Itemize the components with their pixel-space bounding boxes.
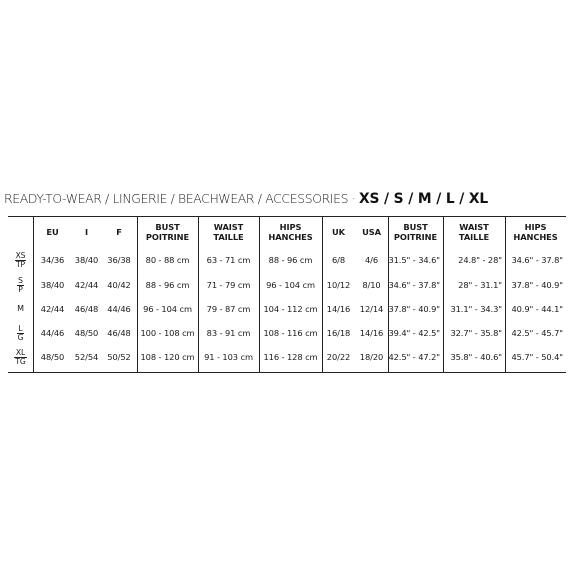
size-label <box>8 273 33 297</box>
size-label <box>8 248 33 272</box>
column-header-line1: F <box>116 227 122 237</box>
column-header <box>72 216 101 248</box>
size-label-bottom: TG <box>15 356 26 366</box>
size-chart-heading <box>4 189 488 209</box>
table-cell: 20/22 <box>326 352 351 362</box>
column-header <box>322 216 355 248</box>
table-cell: 45.7" - 50.4" <box>511 352 563 362</box>
table-cell: 16/18 <box>326 328 351 338</box>
table-cell: 34.6" - 37.8" <box>511 255 563 265</box>
table-cell: 32.7" - 35.8" <box>450 328 502 338</box>
column-header-line1: BUST <box>155 222 180 232</box>
column-header-line2: HANCHES <box>268 232 313 242</box>
column-header-line1: HIPS <box>524 222 547 232</box>
table-cell: 31.1" - 34.3" <box>450 304 502 314</box>
table-cell: 38/40 <box>40 280 65 290</box>
column-header-line1: EU <box>46 227 59 237</box>
size-label-bottom: P <box>18 284 23 294</box>
table-cell: 6/8 <box>331 255 346 265</box>
table-cell: 48/50 <box>40 352 65 362</box>
column-header <box>198 216 259 248</box>
size-label <box>8 345 33 369</box>
column-header <box>355 216 388 248</box>
column-header-line2: POITRINE <box>393 232 438 242</box>
column-header-line1: USA <box>362 227 381 237</box>
column-header <box>443 216 505 248</box>
table-cell: 18/20 <box>359 352 384 362</box>
column-header <box>137 216 198 248</box>
table-cell: 34/36 <box>40 255 65 265</box>
column-header <box>388 216 443 248</box>
table-cell: 44/46 <box>40 328 65 338</box>
table-cell: 46/48 <box>74 304 99 314</box>
table-cell: 108 - 120 cm <box>140 352 195 362</box>
table-cell: 91 - 103 cm <box>204 352 253 362</box>
column-header-line1: UK <box>332 227 345 237</box>
table-cell: 52/54 <box>74 352 99 362</box>
table-cell: 12/14 <box>359 304 384 314</box>
table-cell: 31.5" - 34.6" <box>388 255 440 265</box>
table-cell: 39.4" - 42.5" <box>388 328 440 338</box>
table-cell: 42/44 <box>40 304 65 314</box>
size-label-bottom: TP <box>15 259 26 269</box>
table-cell: 88 - 96 cm <box>145 280 190 290</box>
size-label-bottom: G <box>17 332 24 342</box>
column-header-line2: TAILLE <box>213 232 244 242</box>
table-cell: 96 - 104 cm <box>266 280 315 290</box>
table-cell: 42/44 <box>74 280 99 290</box>
column-header-line2: POITRINE <box>145 232 190 242</box>
table-cell: 100 - 108 cm <box>140 328 195 338</box>
table-cell: 42.5" - 47.2" <box>388 352 440 362</box>
size-label-top: S <box>18 275 23 285</box>
table-cell: 46/48 <box>107 328 131 338</box>
table-cell: 108 - 116 cm <box>263 328 318 338</box>
table-cell: 36/38 <box>107 255 131 265</box>
table-cell: 40/42 <box>107 280 131 290</box>
table-cell: 10/12 <box>326 280 351 290</box>
table-cell: 79 - 87 cm <box>206 304 251 314</box>
table-cell: 63 - 71 cm <box>206 255 251 265</box>
size-label-top: XS <box>15 250 26 260</box>
table-cell: 80 - 88 cm <box>145 255 190 265</box>
table-cell: 83 - 91 cm <box>206 328 251 338</box>
table-cell: 37.8" - 40.9" <box>388 304 440 314</box>
table-cell: 24.8" - 28" <box>458 255 502 265</box>
column-header-line1: BUST <box>403 222 428 232</box>
column-header <box>33 216 72 248</box>
column-header-line1: WAIST <box>213 222 244 232</box>
table-cell: 42.5" - 45.7" <box>511 328 563 338</box>
column-header-line1: I <box>85 227 88 237</box>
table-cell: 38/40 <box>74 255 99 265</box>
size-label <box>8 297 33 321</box>
table-bottom-rule <box>8 372 566 373</box>
size-label-top: XL <box>15 347 26 357</box>
table-cell: 35.8" - 40.6" <box>450 352 502 362</box>
column-header-line1: WAIST <box>459 222 489 232</box>
column-header-line1: HIPS <box>279 222 302 232</box>
table-cell: 96 - 104 cm <box>143 304 192 314</box>
column-header-line2: HANCHES <box>513 232 558 242</box>
table-cell: 34.6" - 37.8" <box>388 280 440 290</box>
table-cell: 28" - 31.1" <box>458 280 502 290</box>
table-cell: 8/10 <box>362 280 381 290</box>
column-header-line2: TAILLE <box>458 232 490 242</box>
column-header <box>505 216 566 248</box>
size-label <box>8 321 33 345</box>
table-cell: 88 - 96 cm <box>268 255 313 265</box>
size-label-top: M <box>17 304 24 313</box>
column-header <box>101 216 137 248</box>
table-cell: 71 - 79 cm <box>206 280 251 290</box>
table-cell: 4/6 <box>364 255 379 265</box>
heading-categories: READY-TO-WEAR / LINGERIE / BEACHWEAR / ACCESSORIES · <box>4 191 359 206</box>
size-label-top: L <box>18 323 23 333</box>
table-cell: 48/50 <box>74 328 99 338</box>
table-cell: 104 - 112 cm <box>263 304 318 314</box>
table-cell: 37.8" - 40.9" <box>511 280 563 290</box>
table-cell: 44/46 <box>107 304 131 314</box>
table-cell: 40.9" - 44.1" <box>511 304 563 314</box>
table-cell: 116 - 128 cm <box>263 352 318 362</box>
column-header <box>259 216 322 248</box>
heading-sizes: XS / S / M / L / XL <box>358 191 489 207</box>
table-cell: 14/16 <box>326 304 351 314</box>
table-cell: 50/52 <box>107 352 131 362</box>
table-cell: 14/16 <box>359 328 384 338</box>
